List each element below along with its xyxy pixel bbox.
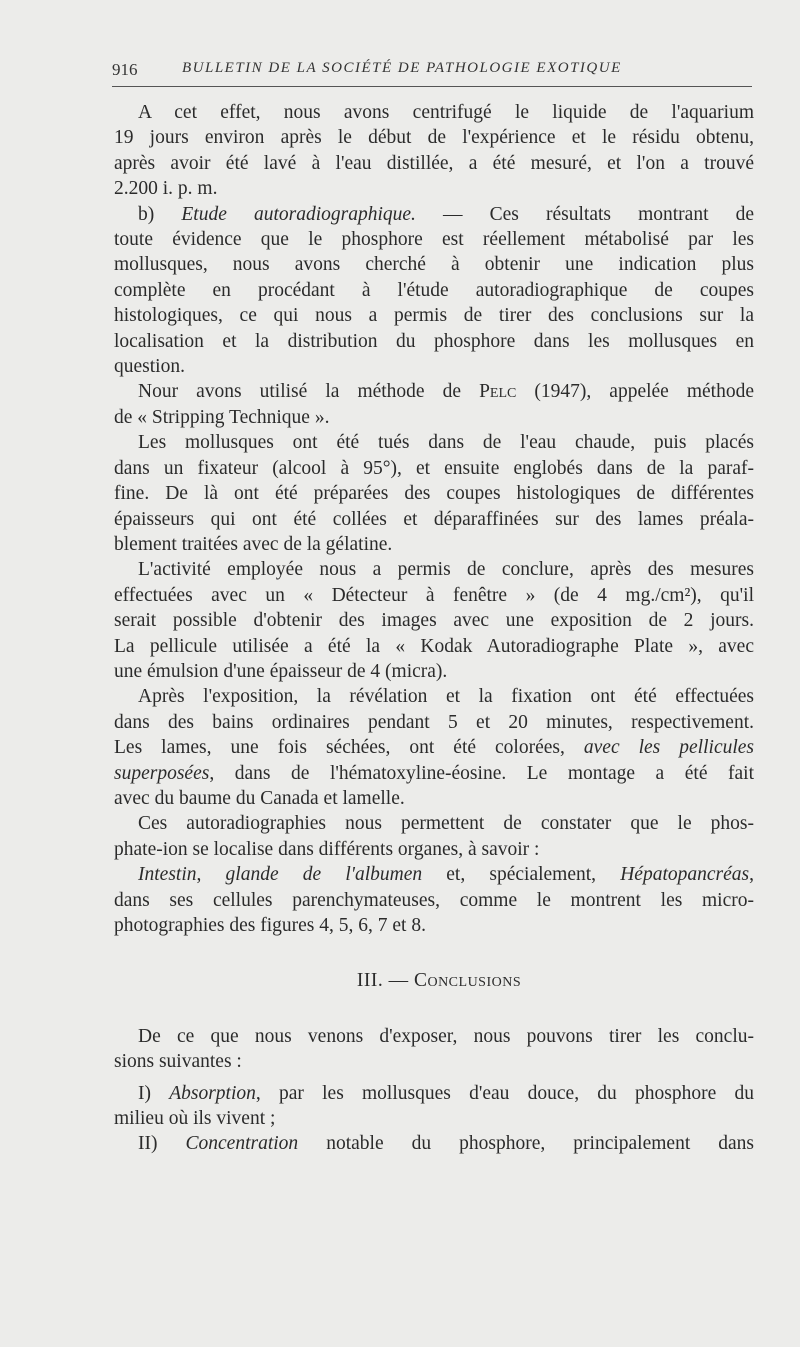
paragraph-line: localisation et la distribution du phosphore dans les mollusques en [114, 330, 754, 352]
paragraph-line: mollusques, nous avons cherché à obtenir une indication plus [114, 254, 754, 276]
organ-name: Intestin [138, 864, 197, 886]
paragraph-line: La pellicule utilisée a été la « Kodak Autoradiographe Plate », avec [114, 635, 754, 657]
paragraph-text: , par les mollusques d'eau douce, du phosphore du [255, 1082, 754, 1104]
paragraph-line: Après l'exposition, la révélation et la fixation ont été effectuées [138, 686, 754, 708]
item-number: II) [138, 1133, 186, 1155]
subsection-heading: Etude autoradiographique. [181, 203, 416, 225]
paragraph-line: une émulsion d'une épaisseur de 4 (micra). [114, 660, 448, 682]
paragraph-line: milieu où ils vivent ; [114, 1108, 276, 1130]
subsection-heading-line [114, 202, 754, 227]
paragraph-line: Ces autoradiographies nous permettent de constater que le phos- [138, 813, 754, 835]
paragraph-line: question. [114, 356, 185, 378]
paragraph-line: sions suivantes : [114, 1051, 242, 1073]
paragraph-text: , [749, 864, 754, 886]
paragraph-text: Nour avons utilisé la méthode de [138, 381, 480, 403]
paragraph-line: serait possible d'obtenir des images avec une exposition de 2 jours. [114, 610, 754, 632]
paragraph-line: A cet effet, nous avons centrifugé le liquide de l'aquarium [138, 102, 754, 123]
paragraph-line: après avoir été lavé à l'eau distillée, a été mesuré, et l'on a trouvé [114, 152, 754, 174]
paragraph-line [114, 761, 754, 786]
page-number: 916 [112, 60, 138, 79]
emphasis-text: superposées [114, 762, 210, 784]
emphasis-text: Absorption [169, 1082, 256, 1104]
paragraph-line: 19 jours environ après le début de l'expérience et le résidu obtenu, [114, 127, 754, 149]
paragraph-line: Les mollusques ont été tués dans de l'eau chaude, puis placés [138, 432, 754, 454]
paragraph-line: photographies des figures 4, 5, 6, 7 et 8. [114, 915, 426, 936]
paragraph-line: fine. De là ont été préparées des coupes histologiques de différentes [114, 483, 754, 505]
paragraph-line: toute évidence que le phosphore est réellement métabolisé par les [114, 229, 754, 251]
paragraph-text: , [196, 864, 226, 886]
paragraph-line [114, 862, 754, 887]
paragraph-text: — Ces résultats montrant de [415, 203, 754, 225]
paragraph-text: Les lames, une fois séchées, ont été colorées, [114, 737, 584, 759]
item-number: I) [138, 1082, 170, 1104]
section-title: Conclusions [413, 970, 522, 992]
paragraph-text: et, spécialement, [422, 864, 621, 886]
paragraph-line: dans des bains ordinaires pendant 5 et 20 minutes, respectivement. [114, 711, 754, 733]
body-text [114, 100, 754, 1157]
paragraph-line: De ce que nous venons d'exposer, nous pouvons tirer les conclu- [138, 1025, 754, 1047]
paragraph-text: , dans de l'hématoxyline-éosine. Le montage a été fait [209, 762, 754, 784]
organ-name: Hépatopancréas [620, 864, 750, 886]
section-numeral: III. — [356, 970, 414, 992]
emphasis-text: avec les pellicules [583, 737, 755, 759]
conclusion-item [114, 1081, 754, 1106]
paragraph-line: L'activité employée nous a permis de conclure, après des mesures [138, 559, 754, 581]
paragraph-line [114, 379, 754, 404]
paragraph-line: épaisseurs qui ont été collées et déparaffinées sur des lames préala- [114, 508, 754, 530]
paragraph-line: phate-ion se localise dans différents organes, à savoir : [114, 838, 540, 860]
section-heading [114, 968, 754, 993]
paragraph-line: histologiques, ce qui nous a permis de tirer des conclusions sur la [114, 305, 754, 327]
paragraph-line: blement traitées avec de la gélatine. [114, 533, 393, 555]
organ-name: glande de l'albumen [225, 864, 423, 886]
paragraph-text: (1947), appelée méthode [516, 381, 755, 403]
paragraph-text: notable du phosphore, principalement dans [298, 1133, 754, 1155]
subsection-letter: b) [138, 203, 182, 225]
paragraph-line: avec du baume du Canada et lamelle. [114, 787, 405, 809]
paragraph-line: complète en procédant à l'étude autoradiographique de coupes [114, 279, 754, 301]
paragraph-line [114, 735, 754, 760]
author-name: Pelc [479, 381, 517, 403]
running-title: BULLETIN DE LA SOCIÉTÉ DE PATHOLOGIE EXOTIQUE [182, 60, 622, 76]
paragraph-line: dans un fixateur (alcool à 95°), et ensuite englobés dans de la paraf- [114, 457, 754, 479]
paragraph-line: effectuées avec un « Détecteur à fenêtre » (de 4 mg./cm²), qu'il [114, 584, 754, 606]
emphasis-text: Concentration [185, 1133, 299, 1155]
conclusion-item [114, 1131, 754, 1156]
paragraph-line: dans ses cellules parenchymateuses, comme le montrent les micro- [114, 889, 754, 911]
page-header [112, 60, 752, 87]
paragraph-line: de « Stripping Technique ». [114, 406, 330, 428]
paragraph-line: 2.200 i. p. m. [114, 178, 218, 200]
